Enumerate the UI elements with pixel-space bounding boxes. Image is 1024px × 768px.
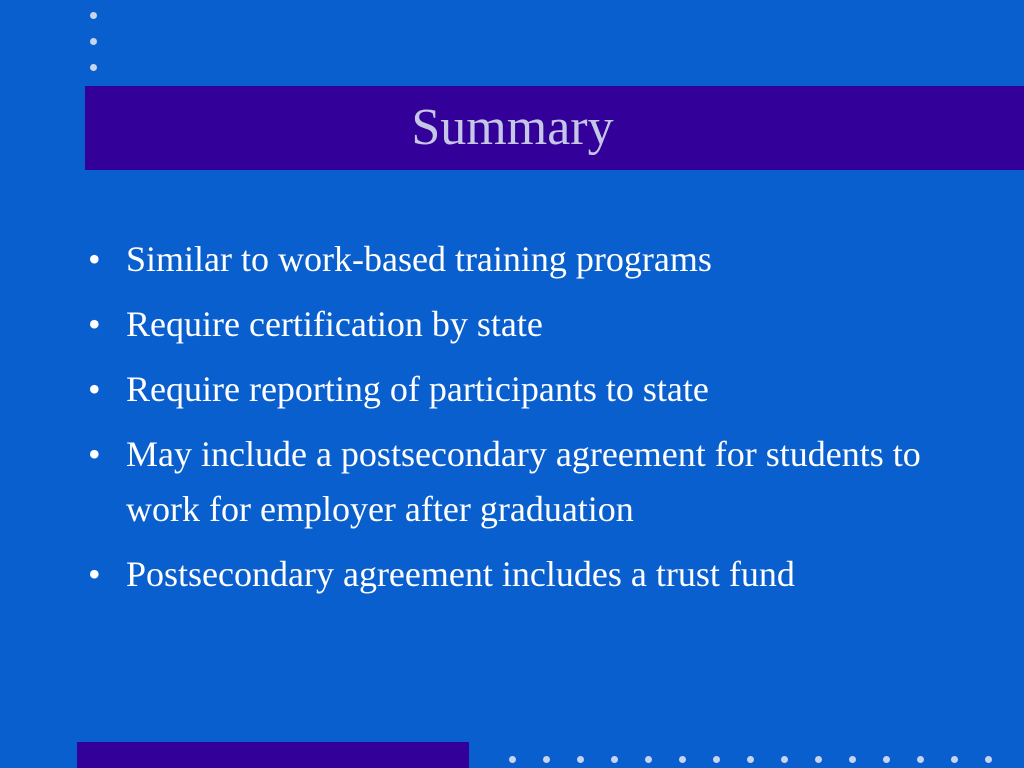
decor-dot-bottom-13 (917, 756, 924, 763)
decor-dot-bottom-7 (713, 756, 720, 763)
bullet-list (86, 232, 966, 612)
decor-dot-bottom-5 (645, 756, 652, 763)
decor-dot-bottom-15 (985, 756, 992, 763)
bullet-item (86, 362, 966, 417)
bullet-icon: • (88, 239, 101, 279)
decor-dot-bottom-11 (849, 756, 856, 763)
bullet-text: May include a postsecondary agreement for students to work for employer after graduation (126, 434, 921, 529)
decor-dot-bottom-10 (815, 756, 822, 763)
bullet-icon: • (88, 434, 101, 474)
decor-dot-bottom-9 (781, 756, 788, 763)
bullet-icon: • (88, 554, 101, 594)
bullet-text: Similar to work-based training programs (126, 239, 712, 279)
decor-dot-bottom-14 (951, 756, 958, 763)
bottom-accent-bar (77, 742, 469, 768)
decor-dot-top-3 (90, 64, 97, 71)
decor-dot-bottom-4 (611, 756, 618, 763)
bullet-icon: • (88, 304, 101, 344)
bullet-icon: • (88, 369, 101, 409)
bullet-item (86, 297, 966, 352)
slide-title: Summary (411, 99, 614, 156)
bullet-text: Require certification by state (126, 304, 543, 344)
decor-dot-bottom-3 (577, 756, 584, 763)
bullet-text: Require reporting of participants to state (126, 369, 709, 409)
bullet-text: Postsecondary agreement includes a trust fund (126, 554, 795, 594)
bullet-item (86, 232, 966, 287)
bullet-item (86, 547, 966, 602)
decor-dot-bottom-12 (883, 756, 890, 763)
decor-dot-bottom-1 (509, 756, 516, 763)
decor-dot-top-2 (90, 38, 97, 45)
decor-dot-bottom-6 (679, 756, 686, 763)
decor-dot-bottom-8 (747, 756, 754, 763)
bullet-item (86, 427, 966, 537)
decor-dot-top-1 (90, 12, 97, 19)
decor-dot-bottom-2 (543, 756, 550, 763)
